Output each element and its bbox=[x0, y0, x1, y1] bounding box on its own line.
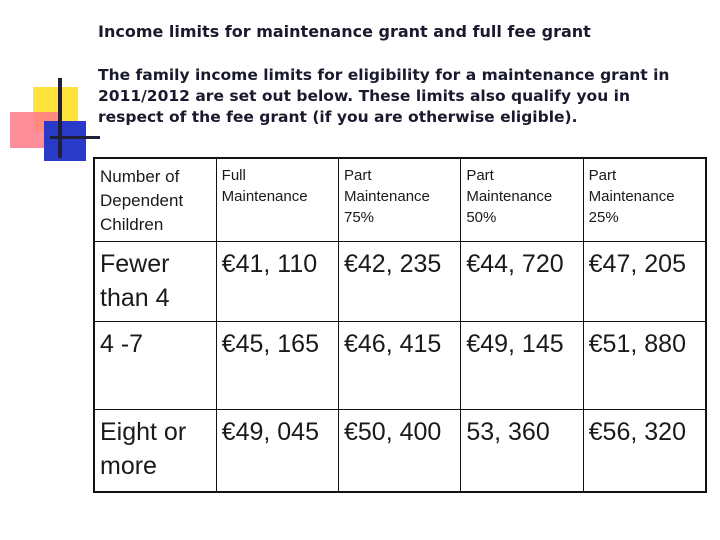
blue-square bbox=[44, 121, 86, 161]
income-limits-table bbox=[93, 157, 707, 493]
table-cell: €51, 880 bbox=[583, 322, 706, 410]
vertical-line bbox=[58, 78, 62, 158]
table-row bbox=[94, 322, 706, 410]
horizontal-line bbox=[50, 136, 100, 139]
header-part-50: Part Maintenance 50% bbox=[461, 158, 583, 242]
header-part-25: Part Maintenance 25% bbox=[583, 158, 706, 242]
table-cell: €42, 235 bbox=[339, 242, 461, 322]
slide-title: Income limits for maintenance grant and full fee grant bbox=[98, 22, 591, 41]
table-cell: 53, 360 bbox=[461, 410, 583, 493]
table-cell: €46, 415 bbox=[339, 322, 461, 410]
table-cell: €50, 400 bbox=[339, 410, 461, 493]
header-dependent-children: Number of Dependent Children bbox=[94, 158, 216, 242]
table-header-row bbox=[94, 158, 706, 242]
header-full-maintenance: Full Maintenance bbox=[216, 158, 338, 242]
intro-paragraph: The family income limits for eligibility for a maintenance grant in 2011/2012 are set out below. These limits also qualify you in respect of the fee grant (if you are otherwise eligible). bbox=[98, 66, 670, 126]
table-cell: €44, 720 bbox=[461, 242, 583, 322]
table-cell: €41, 110 bbox=[216, 242, 338, 322]
table-row bbox=[94, 410, 706, 493]
row-label: 4 -7 bbox=[94, 322, 216, 410]
header-part-75: Part Maintenance 75% bbox=[339, 158, 461, 242]
table-cell: €49, 045 bbox=[216, 410, 338, 493]
table-cell: €45, 165 bbox=[216, 322, 338, 410]
row-label: Fewer than 4 bbox=[94, 242, 216, 322]
table-cell: €47, 205 bbox=[583, 242, 706, 322]
table-cell: €56, 320 bbox=[583, 410, 706, 493]
table-cell: €49, 145 bbox=[461, 322, 583, 410]
row-label: Eight or more bbox=[94, 410, 216, 493]
table-row bbox=[94, 242, 706, 322]
decorative-squares bbox=[0, 0, 100, 170]
